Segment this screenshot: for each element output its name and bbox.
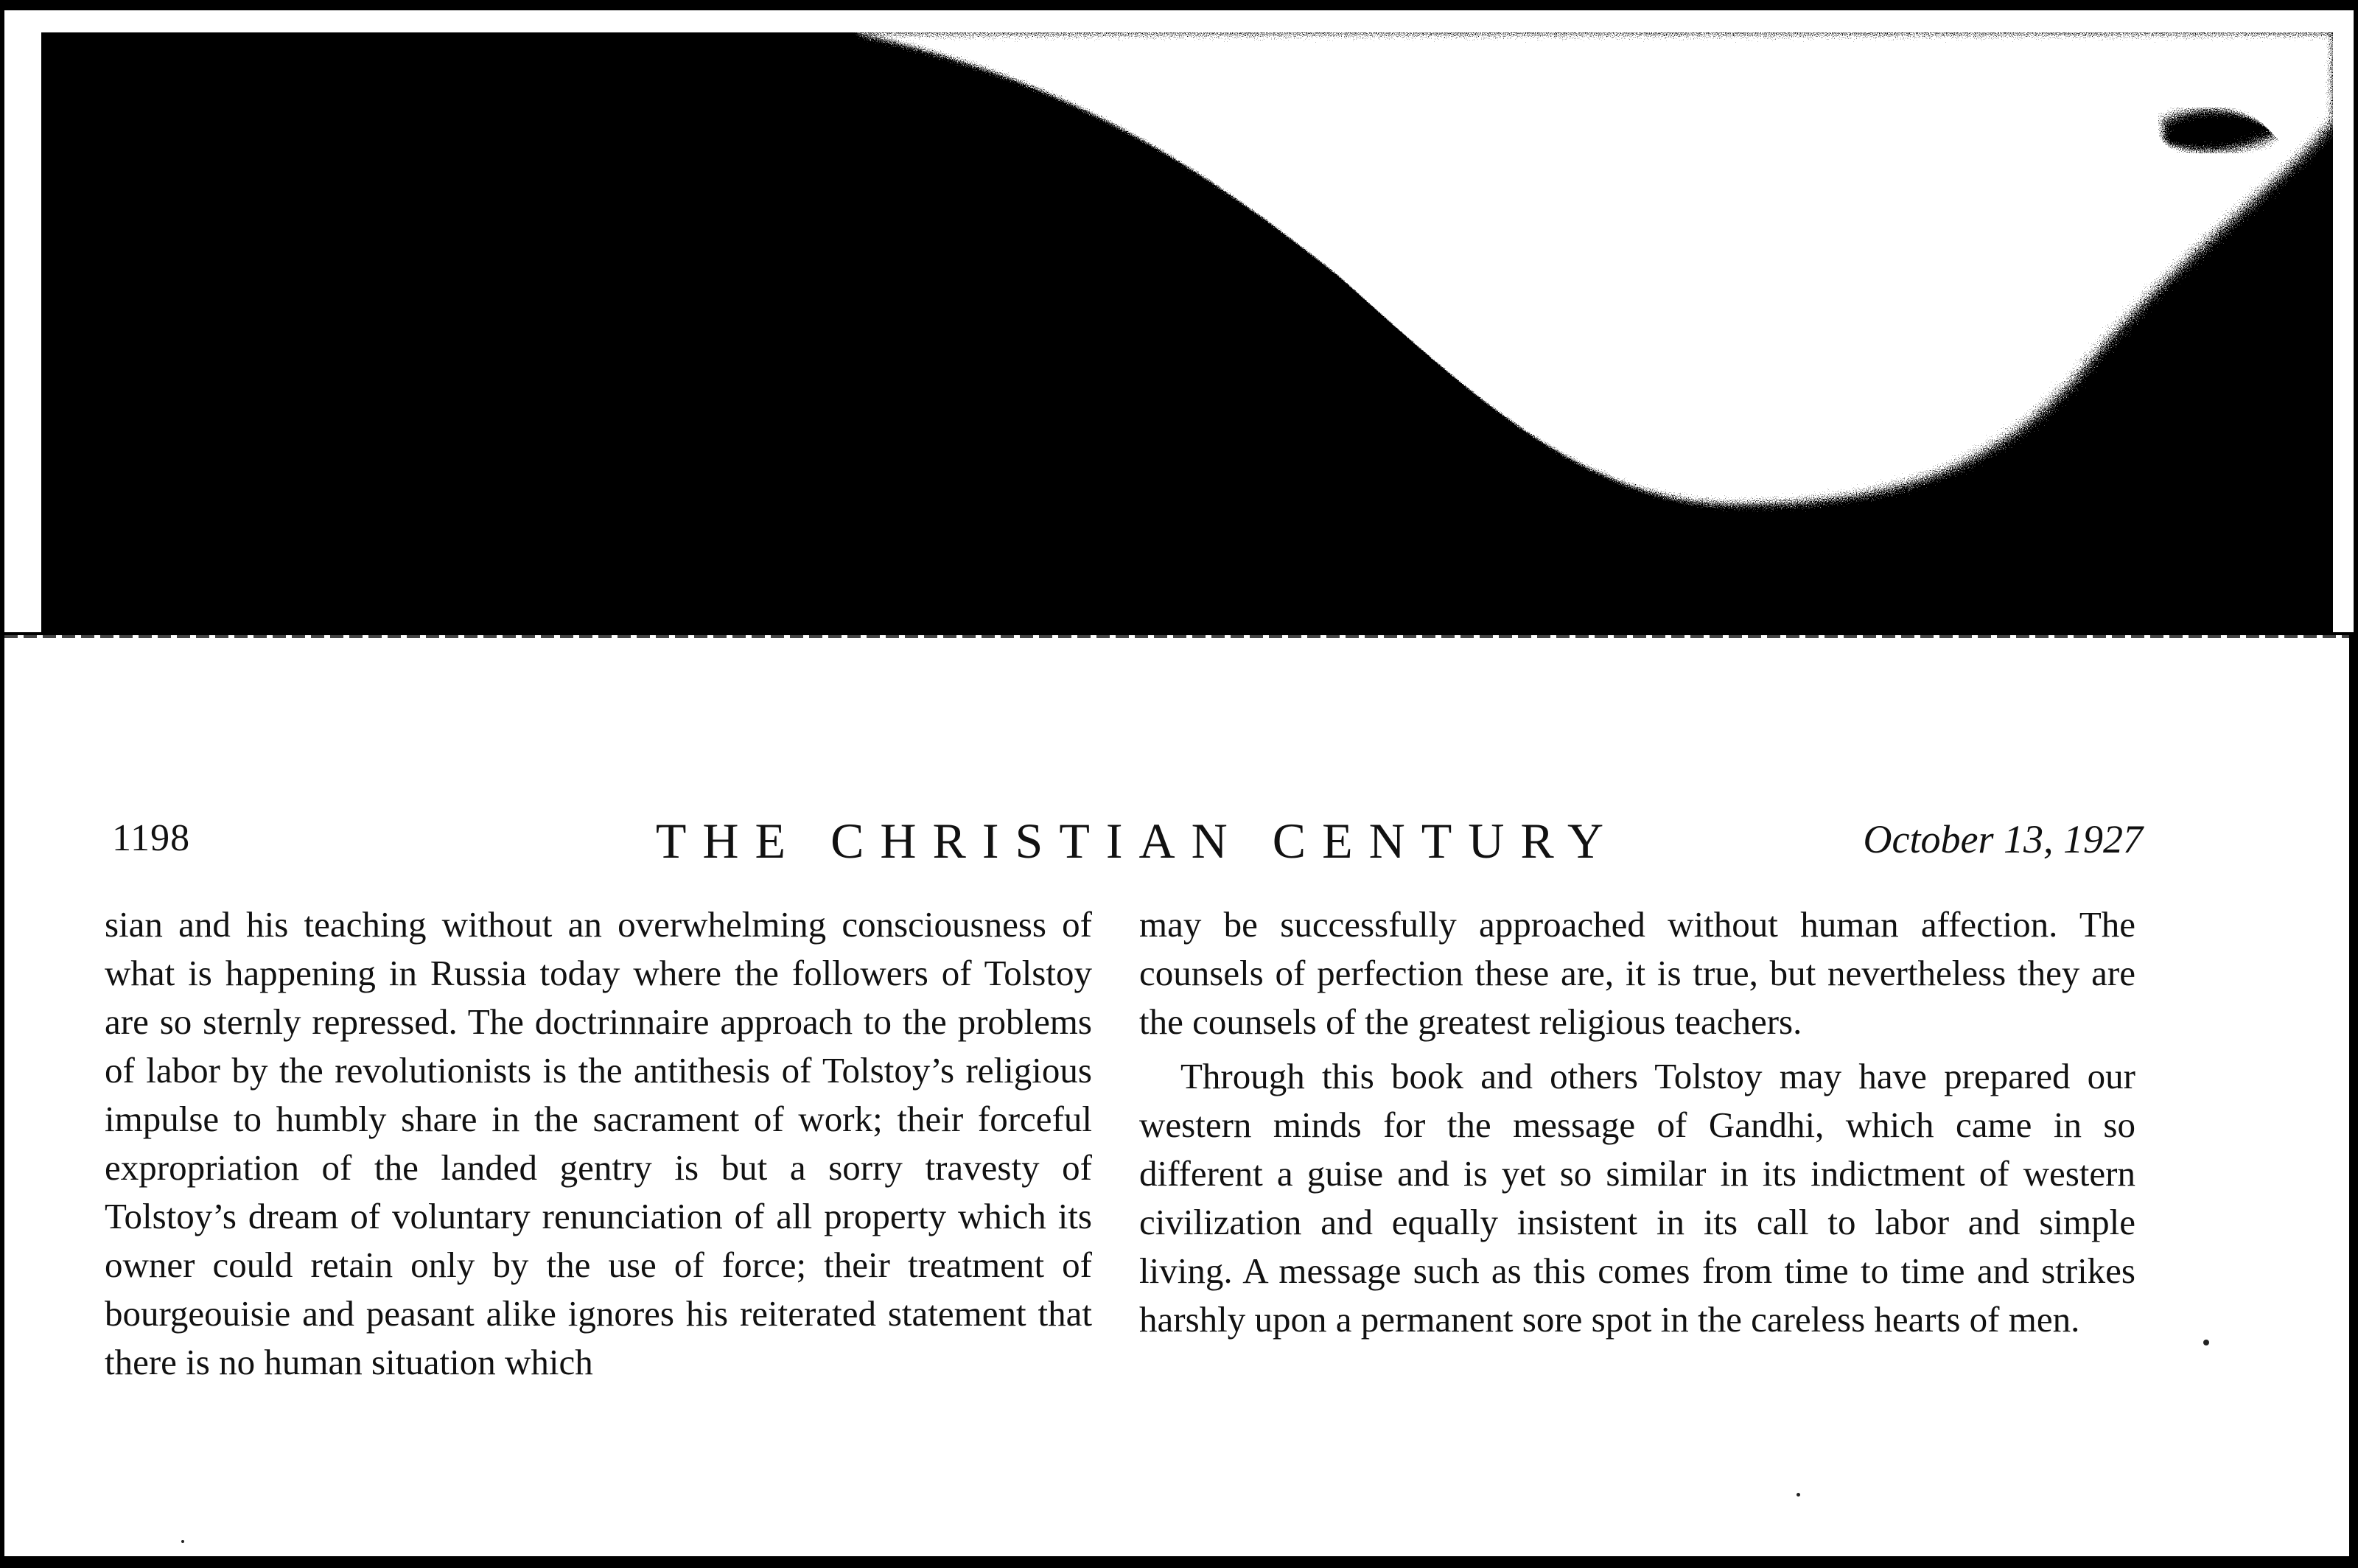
issue-date: October 13, 1927: [1863, 817, 2143, 861]
print-speck: [2203, 1340, 2209, 1345]
page-edge-line: [4, 635, 2349, 638]
page-number: 1198: [112, 817, 191, 859]
paragraph: Through this book and others Tolstoy may have prepared our western minds for the message of Gandhi, which came in so different a guise and is yet so similar in its indictment of western civilization and equally insistent in its call to labor and simple living. A message such as this comes from time to time and strikes harshly upon a permanent sore spot in the careless hearts of men.: [1139, 1056, 2135, 1340]
paragraph: sian and his teaching without an overwhelming consciousness of what is happening in Russia today where the followers of Tolstoy are so sternly repressed. The doctrinnaire approach to the problems of labor by the revolutionists is the antithesis of Tolstoy’s religious impulse to humbly share in the sacrament of work; their forceful expropriation of the landed gentry is but a sorry travesty of Tolstoy’s dream of voluntary renunciation of all property which its owner could retain only by the use of force; their treatment of bourgeouisie and peasant alike ignores his reiterated statement that there is no human situation which: [105, 904, 1092, 1382]
paragraph: may be successfully approached without human affection. The counsels of perfection these are, it is true, but nevertheless they are the counsels of the greatest religious teachers.: [1139, 904, 2135, 1042]
masthead-title: THE CHRISTIAN CENTURY: [655, 813, 1620, 869]
text-column-right: [1139, 900, 2135, 1344]
printed-page: [4, 635, 2349, 1556]
text-column-left: [105, 900, 1092, 1387]
overexposed-photo-band: [41, 32, 2333, 634]
print-speck: [181, 1540, 184, 1543]
running-header: [106, 809, 2143, 875]
scan-upper-area: [4, 10, 2354, 632]
print-speck: [1797, 1493, 1800, 1497]
